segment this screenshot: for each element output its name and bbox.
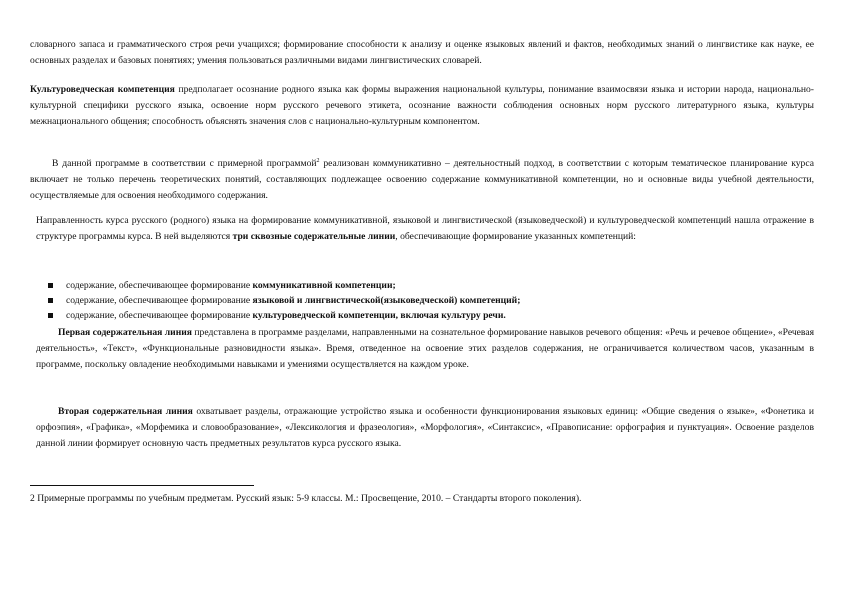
paragraph-text: охватывает разделы, отражающие устройство языка и особенности функционирования языковых единиц: «Общие сведения о языке», «Фонетика и орфоэпия», «Графика», «Морфемика и словообразование», «Лексикология и фразеология», «Морфология», «Синтаксис», «Правописание: орфография и пунктуация». Освоение разделов данной линии формирует основную часть предметных результатов курса русского языка. [36, 406, 814, 449]
bullet-icon [48, 313, 53, 318]
term-cultural-competence: Культуроведческая компетенция [30, 84, 175, 95]
list-item [48, 293, 814, 308]
list-item-bold: коммуникативной компетенции; [252, 280, 396, 291]
list-item-text: содержание, обеспечивающее формирование [66, 295, 253, 306]
paragraph-second-line [36, 404, 814, 452]
footnote-reference[interactable]: 2 [316, 157, 320, 164]
paragraph-text: представлена в программе разделами, направленными на сознательное формирование навыков речевого общения: «Речь и речевое общение», «Речевая деятельность», «Текст», «Функциональные разновидности языка». Время, отведенное на освоение этих разделов содержания, не ограничивается количеством часов, указанным в программе, поскольку овладение необходимыми навыками и умениями осуществляется на каждом уроке. [36, 327, 814, 370]
paragraph-cultural-competence [30, 82, 814, 130]
term-three-lines: три сквозные содержательные линии [232, 231, 396, 242]
footnote-divider [30, 485, 254, 486]
paragraph-text: Направленность курса русского (родного) языка на формирование коммуникативной, языковой и лингвистической (языковедческой) и культуроведческой компетенций нашла отражение в структуре программы курса. В ней выделяются [36, 215, 814, 242]
paragraph-tail: , обеспечивающие формирование указанных компетенций: [395, 231, 636, 242]
list-item-text: содержание, обеспечивающее формирование [66, 310, 253, 321]
paragraph-text: словарного запаса и грамматического строя речи учащихся; формирование способности к анализу и оценке языковых явлений и фактов, необходимых знаний о лингвистике как науке, ее основных разделах и базовых понятиях; умения пользоваться различными видами лингвистических словарей. [30, 39, 814, 66]
list-item-bold: культуроведческой компетенции, включая культуру речи. [252, 310, 506, 321]
paragraph-text: реализован коммуникативно – деятельностный подход, в соответствии с которым тематическое планирование курса включает не только перечень теоретических понятий, составляющих подлежащее освоению содержание коммуникативной компетенции, но и основные виды учебной деятельности, осуществляемые для освоения необходимого содержания. [30, 158, 814, 201]
paragraph-text: предполагает осознание родного языка как формы выражения национальной культуры, понимание взаимосвязи языка и истории народа, национально-культурной специфики русского языка, освоение норм русского речевого этикета, осознание важности соблюдения основных норм русского литературного языка, культуры межнационального общения; способность объяснять значения слов с национально-культурным компонентом. [30, 84, 815, 127]
paragraph-program-approach [30, 156, 814, 204]
term-first-line: Первая содержательная линия [58, 327, 192, 338]
term-second-line: Вторая содержательная линия [58, 406, 193, 417]
bullet-icon [48, 283, 53, 288]
list-item [48, 308, 814, 323]
footnote: 2 Примерные программы по учебным предметам. Русский язык: 5-9 классы. М.: Просвещение, 2010. – Стандарты второго поколения). [30, 493, 582, 504]
list-item-text: содержание, обеспечивающее формирование [66, 280, 253, 291]
paragraph-course-direction [36, 213, 814, 245]
paragraph-linguistic-competence [30, 37, 814, 69]
bullet-icon [48, 298, 53, 303]
content-lines-list [48, 278, 814, 323]
list-item-bold: языковой и лингвистической(языковедческой) компетенций; [252, 295, 521, 306]
paragraph-first-line [36, 325, 814, 373]
list-item [48, 278, 814, 293]
paragraph-lead: В данной программе в соответствии с примерной программой [52, 158, 317, 169]
